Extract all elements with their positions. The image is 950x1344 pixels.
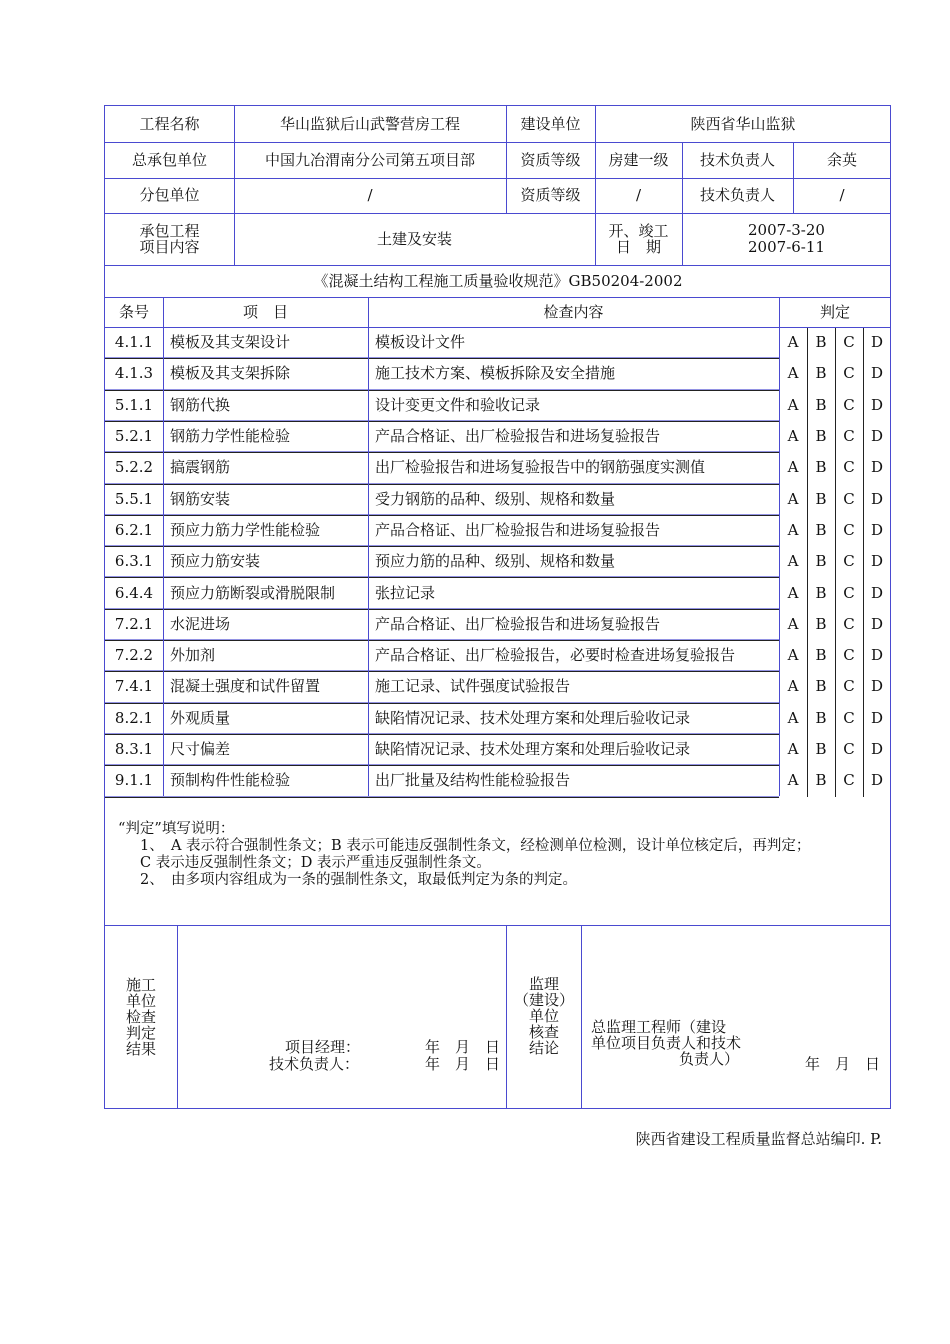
grade-option-c[interactable]: C — [843, 583, 855, 602]
row-clause: 7.2.1 — [114, 614, 154, 633]
grade-option-c[interactable]: C — [843, 427, 855, 446]
divider — [779, 297, 780, 796]
grade-option-d[interactable]: D — [870, 552, 884, 571]
grade-option-a[interactable]: A — [787, 395, 799, 414]
row-item: 外观质量 — [170, 708, 231, 727]
tech-lead-label: 技术负责人 — [699, 150, 775, 169]
grade-option-d[interactable]: D — [870, 708, 884, 727]
row-content: 施工技术方案、模板拆除及安全措施 — [375, 364, 616, 383]
grade-option-d[interactable]: D — [870, 646, 884, 665]
sub-tech-lead-value: / — [839, 186, 845, 204]
row-item: 预应力筋断裂或滑脱限制 — [170, 583, 336, 602]
grade-option-c[interactable]: C — [843, 646, 855, 665]
row-item: 尺寸偏差 — [170, 740, 231, 759]
scope-label-line2: 项目内容 — [139, 238, 200, 256]
subcontractor-label: 分包单位 — [139, 186, 200, 204]
row-divider-accent — [105, 796, 779, 797]
grade-option-d[interactable]: D — [870, 489, 884, 508]
grade-option-b[interactable]: B — [815, 771, 827, 790]
divider — [105, 327, 891, 328]
footer-publisher: 陕西省建设工程质量监督总站编印. P. — [635, 1130, 882, 1148]
row-clause: 4.1.3 — [114, 364, 154, 383]
row-clause: 7.4.1 — [114, 677, 154, 696]
notes-line1b: C 表示违反强制性条文；D 表示严重违反强制性条文。 — [140, 855, 491, 871]
owner-label: 建设单位 — [520, 114, 581, 133]
grade-option-d[interactable]: D — [870, 740, 884, 759]
grade-option-a[interactable]: A — [787, 364, 799, 383]
grade-option-d[interactable]: D — [870, 677, 884, 696]
grade-divider — [863, 327, 864, 797]
row-item: 外加剂 — [170, 646, 216, 665]
divider — [105, 297, 891, 298]
row-content: 施工记录、试件强度试验报告 — [375, 677, 571, 696]
grade-option-a[interactable]: A — [787, 583, 799, 602]
general-contractor-label: 总承包单位 — [131, 150, 207, 169]
grade-option-d[interactable]: D — [870, 364, 884, 383]
grade-option-d[interactable]: D — [870, 395, 884, 414]
col-judgement: 判定 — [819, 302, 850, 321]
row-content: 产品合格证、出厂检验报告和进场复验报告 — [375, 520, 661, 539]
grade-option-a[interactable]: A — [787, 771, 799, 790]
divider — [105, 178, 891, 179]
divider — [163, 297, 164, 796]
row-clause: 8.3.1 — [114, 740, 154, 759]
col-clause: 条号 — [118, 302, 149, 321]
end-date: 2007-6-11 — [748, 238, 825, 256]
row-item: 模板及其支架拆除 — [170, 364, 291, 383]
dates-label — [595, 213, 682, 265]
grade-option-c[interactable]: C — [843, 614, 855, 633]
grade-option-a[interactable]: A — [787, 489, 799, 508]
row-clause: 8.2.1 — [114, 708, 154, 727]
grade-option-c[interactable]: C — [843, 364, 855, 383]
grade-option-c[interactable]: C — [843, 520, 855, 539]
divider — [682, 142, 683, 265]
chief-supervisor-line1: 总监理工程师（建设 — [591, 1018, 727, 1036]
grade-option-b[interactable]: B — [815, 333, 827, 352]
row-clause: 6.2.1 — [114, 520, 154, 539]
judgement-notes — [118, 821, 888, 889]
dates-value — [682, 213, 891, 265]
row-divider — [105, 797, 779, 798]
grade-option-d[interactable]: D — [870, 520, 884, 539]
grade-divider — [807, 327, 808, 797]
row-item: 钢筋代换 — [170, 395, 231, 414]
grade-option-b[interactable]: B — [815, 458, 827, 477]
grade-option-b[interactable]: B — [815, 708, 827, 727]
grade-option-b[interactable]: B — [815, 646, 827, 665]
general-contractor-value: 中国九冶渭南分公司第五项目部 — [264, 150, 475, 169]
scope-label — [105, 213, 234, 265]
grade-option-a[interactable]: A — [787, 740, 799, 759]
row-clause: 5.1.1 — [114, 395, 154, 414]
contractor-signatures — [269, 1038, 500, 1073]
inspection-form — [104, 105, 891, 1109]
start-date: 2007-3-20 — [748, 221, 825, 239]
chief-supervisor — [591, 1019, 766, 1067]
dates-label-line1: 开、竣工 — [608, 222, 669, 240]
sub-qualification-label: 资质等级 — [520, 186, 581, 204]
grade-option-c[interactable]: C — [843, 333, 855, 352]
row-clause: 7.2.2 — [114, 646, 154, 665]
chief-supervisor-date: 年 月 日 — [805, 1055, 881, 1073]
row-content: 张拉记录 — [375, 583, 436, 602]
row-content: 设计变更文件和验收记录 — [375, 395, 541, 414]
sub-tech-lead-label: 技术负责人 — [699, 186, 775, 204]
grade-option-d[interactable]: D — [870, 771, 884, 790]
grade-option-c[interactable]: C — [843, 740, 855, 759]
tech-responsible-label: 技术负责人： — [269, 1055, 360, 1073]
scope-value: 土建及安装 — [376, 229, 452, 248]
grade-option-a[interactable]: A — [787, 708, 799, 727]
sub-qualification-value: / — [635, 186, 642, 204]
grade-option-b[interactable]: B — [815, 583, 827, 602]
row-content: 出厂批量及结构性能检验报告 — [375, 771, 571, 790]
divider — [506, 925, 507, 1109]
divider — [581, 925, 582, 1109]
supervisor-result-label: 监理 （建设） 单位 核查 结论 — [513, 975, 574, 1057]
row-item: 预应力筋安装 — [170, 552, 261, 571]
row-clause: 6.4.4 — [114, 583, 154, 602]
row-content: 产品合格证、出厂检验报告和进场复验报告 — [375, 614, 661, 633]
row-content: 缺陷情况记录、技术处理方案和处理后验收记录 — [375, 740, 691, 759]
col-content: 检查内容 — [543, 302, 604, 321]
grade-option-b[interactable]: B — [815, 677, 827, 696]
grade-option-a[interactable]: A — [787, 520, 799, 539]
subcontractor-value: / — [367, 186, 373, 204]
grade-option-a[interactable]: A — [787, 614, 799, 633]
grade-divider — [835, 327, 836, 797]
grade-option-b[interactable]: B — [815, 520, 827, 539]
qualification-value: 房建一级 — [608, 150, 669, 169]
grade-option-c[interactable]: C — [843, 489, 855, 508]
grade-option-c[interactable]: C — [843, 771, 855, 790]
grade-option-b[interactable]: B — [815, 395, 827, 414]
grade-option-b[interactable]: B — [815, 427, 827, 446]
tech-responsible-date: 年 月 日 — [424, 1055, 500, 1073]
divider — [105, 265, 891, 266]
grade-option-a[interactable]: A — [787, 333, 799, 352]
row-clause: 9.1.1 — [114, 771, 154, 790]
divider — [177, 925, 178, 1109]
row-item: 钢筋力学性能检验 — [170, 427, 291, 446]
col-item: 项 目 — [242, 302, 288, 321]
row-content: 预应力筋的品种、级别、规格和数量 — [375, 552, 616, 571]
row-item: 预制构件性能检验 — [170, 771, 291, 790]
chief-supervisor-line3: 负责人） — [679, 1050, 740, 1068]
row-item: 钢筋安装 — [170, 489, 231, 508]
project-manager-date: 年 月 日 — [424, 1038, 500, 1056]
qualification-label: 资质等级 — [520, 150, 581, 169]
grade-option-a[interactable]: A — [787, 552, 799, 571]
notes-line2: 2、 由多项内容组成为一条的强制性条文，取最低判定为条的判定。 — [140, 872, 577, 888]
owner-value: 陕西省华山监狱 — [690, 114, 796, 133]
notes-title: “判定”填写说明： — [118, 821, 235, 837]
tech-lead-value: 余英 — [826, 150, 857, 169]
dates-label-line2: 日 期 — [615, 238, 661, 256]
grade-option-c[interactable]: C — [843, 395, 855, 414]
grade-option-b[interactable]: B — [815, 740, 827, 759]
row-item: 搞震钢筋 — [170, 458, 231, 477]
grade-option-d[interactable]: D — [870, 333, 884, 352]
project-name-label: 工程名称 — [139, 114, 200, 133]
row-content: 缺陷情况记录、技术处理方案和处理后验收记录 — [375, 708, 691, 727]
chief-supervisor-line2: 单位项目负责人和技术 — [591, 1034, 742, 1052]
row-item: 水泥进场 — [170, 614, 231, 633]
grade-option-d[interactable]: D — [870, 614, 884, 633]
grade-option-b[interactable]: B — [815, 364, 827, 383]
grade-option-c[interactable]: C — [843, 458, 855, 477]
row-clause: 5.2.2 — [114, 458, 154, 477]
row-content: 受力钢筋的品种、级别、规格和数量 — [375, 489, 616, 508]
row-content: 产品合格证、出厂检验报告，必要时检查进场复验报告 — [375, 646, 736, 665]
divider — [105, 142, 891, 143]
standard-title: 《混凝土结构工程施工质量验收规范》GB50204-2002 — [313, 271, 683, 290]
divider — [105, 213, 891, 214]
row-content: 模板设计文件 — [375, 333, 466, 352]
row-content: 产品合格证、出厂检验报告和进场复验报告 — [375, 427, 661, 446]
row-clause: 5.5.1 — [114, 489, 154, 508]
row-clause: 4.1.1 — [114, 333, 154, 352]
divider — [793, 142, 794, 213]
grade-option-d[interactable]: D — [870, 458, 884, 477]
divider — [595, 106, 596, 265]
grade-option-a[interactable]: A — [787, 677, 799, 696]
grade-option-a[interactable]: A — [787, 646, 799, 665]
grade-option-a[interactable]: A — [787, 458, 799, 477]
project-name-value: 华山监狱后山武警营房工程 — [279, 114, 460, 133]
grade-option-c[interactable]: C — [843, 677, 855, 696]
contractor-result-label: 施工 单位 检查 判定 结果 — [125, 976, 156, 1058]
divider — [506, 106, 507, 213]
grade-option-d[interactable]: D — [870, 427, 884, 446]
notes-line1: 1、 A 表示符合强制性条文；B 表示可能违反强制性条文，经检测单位检测，设计单位核定后，再判定； — [140, 838, 811, 854]
divider — [234, 106, 235, 265]
row-content: 出厂检验报告和进场复验报告中的钢筋强度实测值 — [375, 458, 706, 477]
grade-option-b[interactable]: B — [815, 614, 827, 633]
divider — [105, 925, 891, 926]
grade-option-c[interactable]: C — [843, 552, 855, 571]
row-clause: 6.3.1 — [114, 552, 154, 571]
row-item: 混凝土强度和试件留置 — [170, 677, 321, 696]
project-manager-label: 项目经理： — [285, 1038, 361, 1056]
row-item: 预应力筋力学性能检验 — [170, 520, 321, 539]
scope-label-line1: 承包工程 — [139, 222, 200, 240]
grade-option-b[interactable]: B — [815, 552, 827, 571]
row-clause: 5.2.1 — [114, 427, 154, 446]
grade-option-b[interactable]: B — [815, 489, 827, 508]
grade-option-a[interactable]: A — [787, 427, 799, 446]
grade-option-d[interactable]: D — [870, 583, 884, 602]
grade-option-c[interactable]: C — [843, 708, 855, 727]
divider — [368, 297, 369, 796]
row-item: 模板及其支架设计 — [170, 333, 291, 352]
